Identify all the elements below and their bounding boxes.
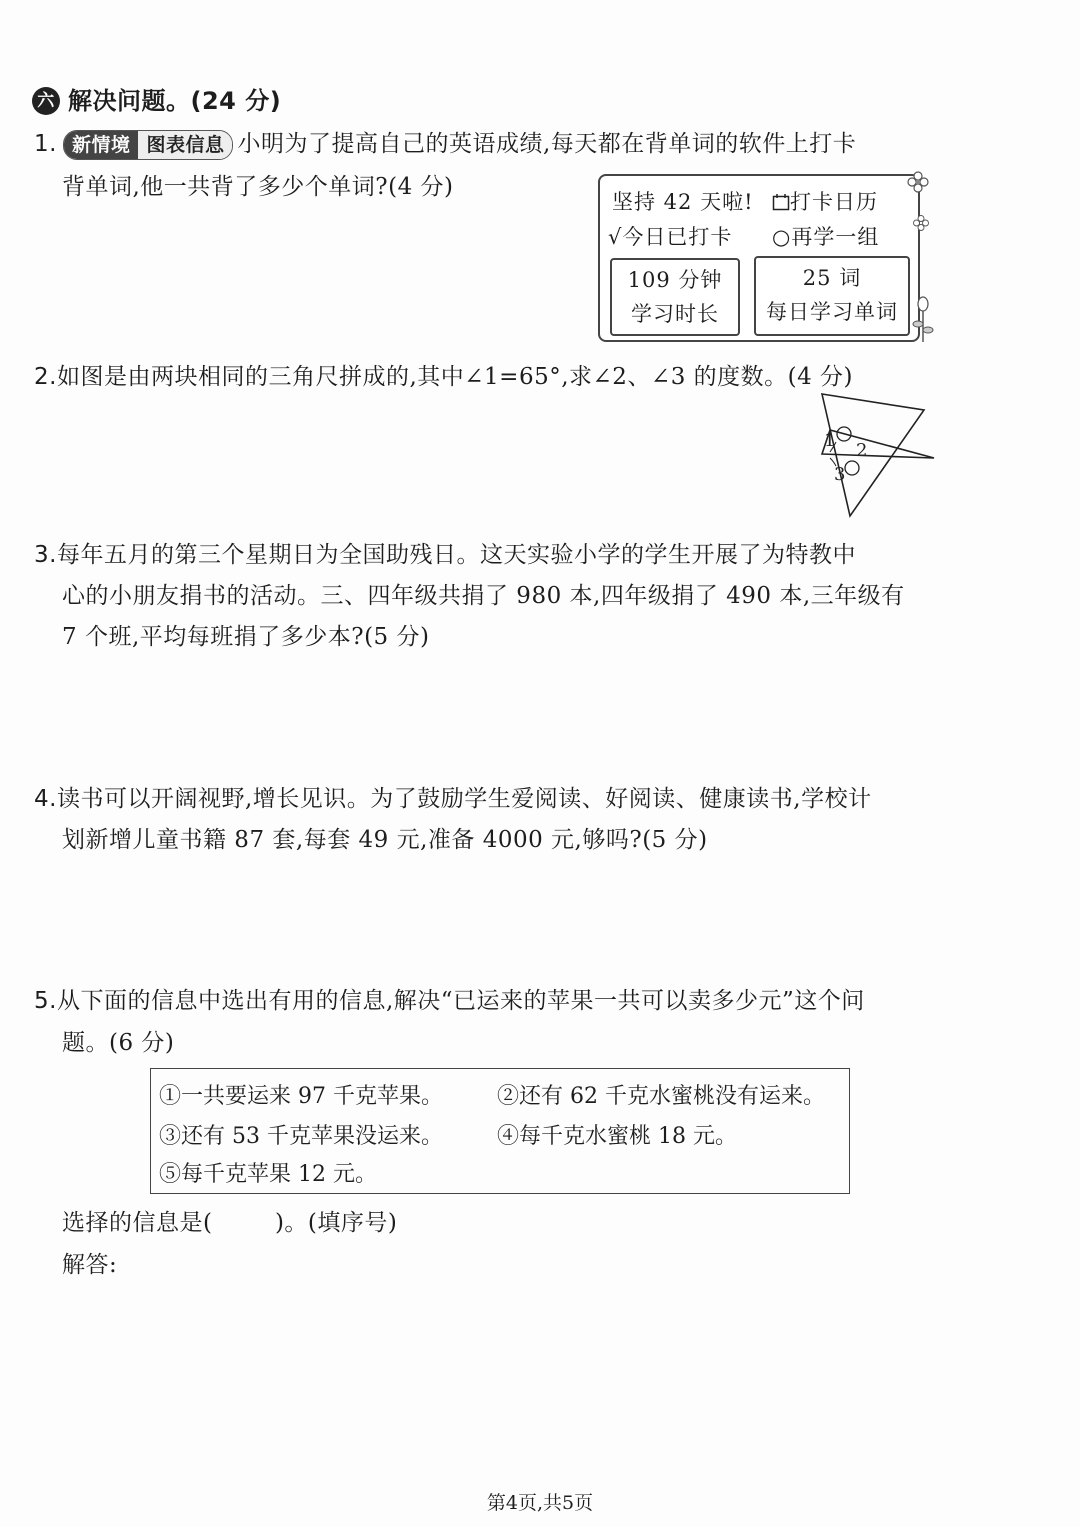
q1-text-line2: 背单词,他一共背了多少个单词?(4 分): [62, 174, 454, 200]
study-time-box: [610, 258, 740, 336]
calendar-link[interactable]: [772, 186, 878, 216]
q5-text-line1: 从下面的信息中选出有用的信息,解决“已运来的苹果一共可以卖多少元”这个问: [56, 988, 865, 1014]
q4-text-line1: 读书可以开阔视野,增长见识。为了鼓励学生爱阅读、好阅读、健康读书,学校计: [56, 786, 872, 812]
q3-line1: [34, 540, 856, 570]
angle-label-3: 3: [834, 464, 846, 485]
checked-in-status: √今日已打卡: [608, 225, 733, 249]
leaf-decoration-icon: [912, 296, 934, 342]
info-item-4: ④每千克水蜜桃 18 元。: [497, 1124, 737, 1149]
angle-label-1: 1: [824, 430, 836, 451]
info-item-1: ①一共要运来 97 千克苹果。: [159, 1084, 443, 1109]
streak-text: 坚持 42 天啦!: [612, 190, 754, 214]
info-item-3: ③还有 53 千克苹果没运来。: [159, 1124, 443, 1149]
q3-text-line1: 每年五月的第三个星期日为全国助残日。这天实验小学的学生开展了为特教中: [56, 542, 856, 568]
section-title: 解决问题。(24 分): [68, 87, 282, 115]
flower-decoration-icon: [912, 214, 930, 232]
q4-number: 4.: [34, 786, 57, 812]
q1-line1: [34, 129, 856, 160]
q1-tag-new-context: 新情境: [64, 131, 139, 159]
q5-number: 5.: [34, 988, 57, 1014]
flower-decoration-icon: [906, 170, 930, 194]
q1-number: 1.: [34, 131, 57, 157]
study-time-label: 学习时长: [631, 302, 719, 326]
triangle-ruler-b: [822, 430, 934, 458]
daily-words-label: 每日学习单词: [766, 300, 898, 324]
q5-line1: [34, 986, 865, 1016]
triangle-rulers-figure: [810, 390, 940, 520]
q5-answer-label: 解答:: [62, 1252, 118, 1278]
q5-text-line2: 题。(6 分): [62, 1030, 175, 1056]
q4-line1: [34, 784, 872, 814]
calendar-icon: [772, 193, 790, 211]
q1-tag-chart-info: 图表信息: [138, 131, 232, 159]
calendar-label: 打卡日历: [790, 190, 878, 214]
q3-number: 3.: [34, 542, 57, 568]
daily-words-box: [754, 256, 910, 336]
study-time-value: 109 分钟: [627, 268, 723, 292]
page-footer: 第4页,共5页: [486, 1492, 594, 1514]
q3-text-line3: 7 个班,平均每班捐了多少本?(5 分): [62, 624, 430, 650]
q4-text-line2: 划新增儿童书籍 87 套,每套 49 元,准备 4000 元,够吗?(5 分): [62, 827, 708, 853]
daily-words-value: 25 词: [802, 266, 862, 290]
q2-number: 2.: [34, 364, 57, 390]
vocab-app-card: [598, 174, 920, 342]
q2-line1: [34, 362, 853, 392]
q1-text-line1: 小明为了提高自己的英语成绩,每天都在背单词的软件上打卡: [237, 131, 857, 157]
section-heading: [32, 86, 281, 116]
section-number-badge: 六: [32, 87, 60, 115]
info-item-5: ⑤每千克苹果 12 元。: [159, 1162, 377, 1187]
q5-info-box: [150, 1068, 850, 1194]
q3-text-line2: 心的小朋友捐书的活动。三、四年级共捐了 980 本,四年级捐了 490 本,三年级有: [62, 583, 905, 609]
q5-select-prompt: 选择的信息是( )。(填序号): [62, 1210, 398, 1236]
angle-label-2: 2: [856, 440, 868, 461]
q2-text-line1: 如图是由两块相同的三角尺拼成的,其中∠1=65°,求∠2、∠3 的度数。(4 分): [56, 364, 854, 390]
q1-tag-group: [63, 130, 234, 160]
learn-again-button[interactable]: ○再学一组: [772, 225, 880, 249]
figure-hole-bottom: [845, 461, 859, 475]
info-item-2: ②还有 62 千克水蜜桃没有运来。: [497, 1084, 825, 1109]
